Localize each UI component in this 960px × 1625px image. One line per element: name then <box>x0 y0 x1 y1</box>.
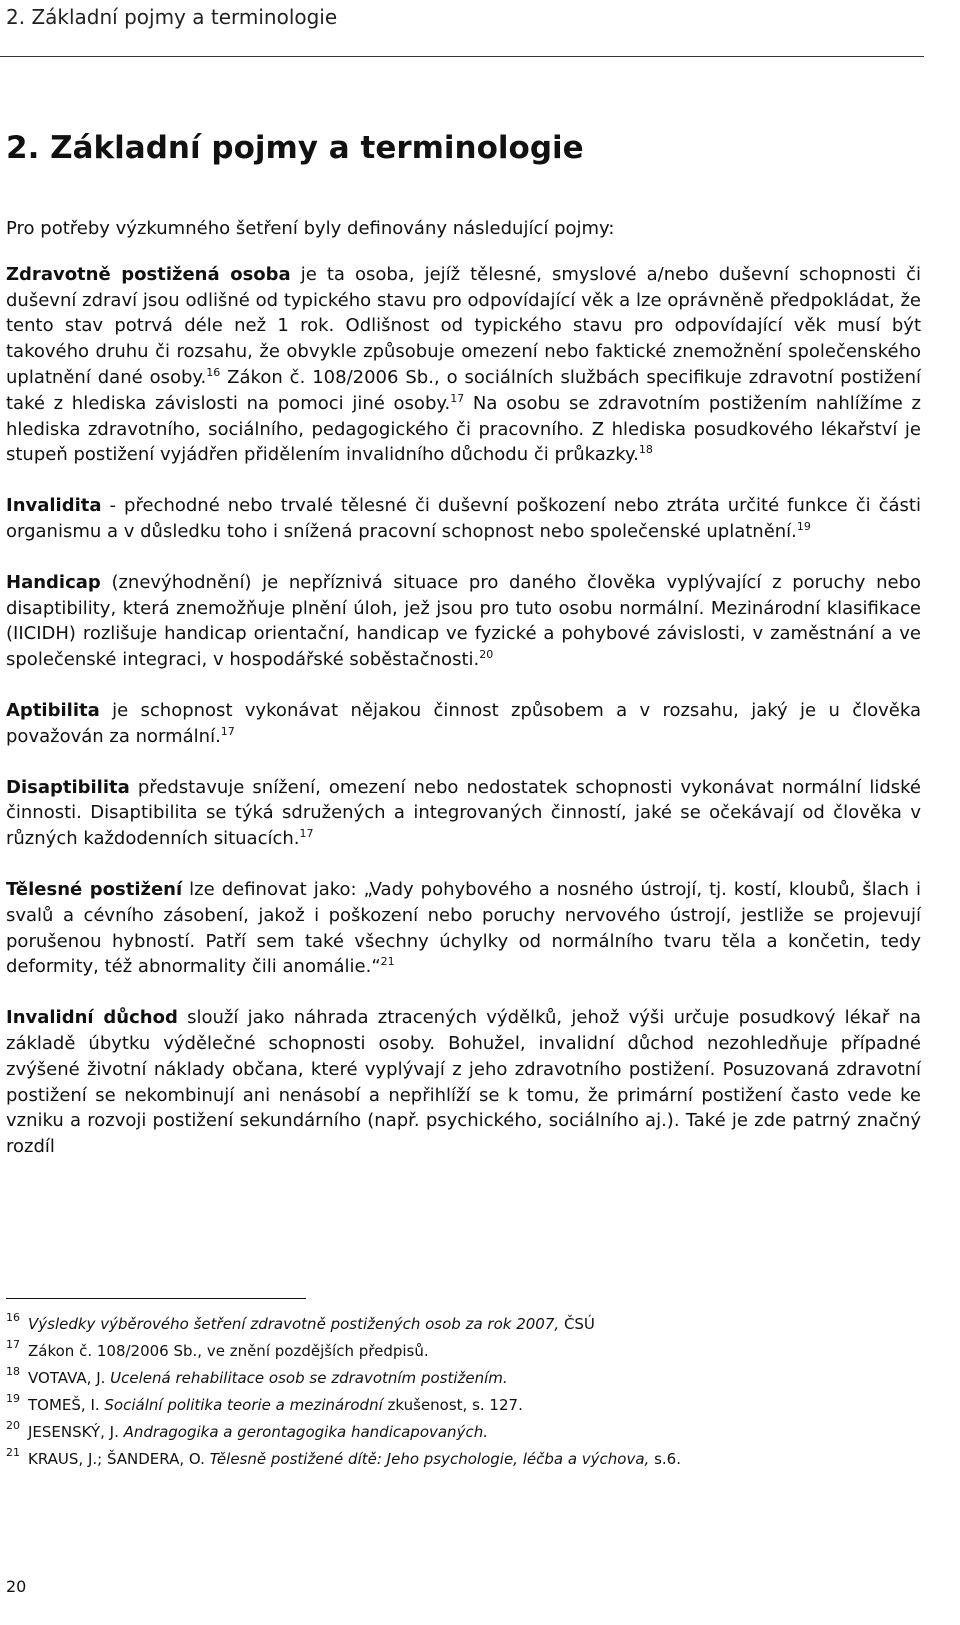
term-invalidita: Invalidita <box>6 495 102 517</box>
page-number: 20 <box>6 1577 27 1596</box>
footnote-ref: 18 <box>638 443 653 457</box>
term-aptibilita: Aptibilita <box>6 699 100 721</box>
term-zdravotne-postizena-osoba: Zdravotně postižená osoba <box>6 263 291 285</box>
paragraph-invalidita <box>6 493 921 545</box>
term-invalidni-duchod: Invalidní důchod <box>6 1007 178 1029</box>
footnote-ref: 19 <box>796 519 811 533</box>
paragraph-text: je ta osoba, jejíž tělesné, smyslové a/nebo duševní schopnosti či duševní zdraví jsou odlišné od typického stavu pro odpovídající věk a lze oprávněně předpokládat, že tento stav potrvá déle než 1 rok. Odlišnost od typického stavu pro odpovídající věk musí být takového druhu či rozsahu, že obvykle způsobuje omezení nebo faktické znemožnění společenského uplatnění dané osoby. <box>6 263 921 388</box>
paragraph-invalidni-duchod <box>6 1005 921 1160</box>
footnote-title: Ucelená rehabilitace osob se zdravotním postižením. <box>110 1369 508 1387</box>
paragraph-aptibilita <box>6 698 921 750</box>
term-handicap: Handicap <box>6 571 101 593</box>
paragraph-text: slouží jako náhrada ztracených výdělků, jehož výši určuje posudkový lékař na základě úbytku výdělečné schopnosti osoby. Bohužel, invalidní důchod nezohledňuje případné zvýšené životní náklady občana, které vyplývají z jeho zdravotního postižení. Posuzovaná zdravotní postižení se nekombinují ani nenásobí a nepřihlíží se k tomu, že primární postižení často vede ke vzniku a rozvoji postižení sekundárního (např. psychického, sociálního aj.). Také je zde patrný značný rozdíl <box>6 1007 921 1158</box>
footnote-number: 16 <box>6 1311 20 1324</box>
footnote-number: 21 <box>6 1446 20 1459</box>
footnote-text: Zákon č. 108/2006 Sb., ve znění pozdějších předpisů. <box>28 1342 429 1360</box>
footnotes <box>6 1311 921 1473</box>
term-telesne-postizeni: Tělesné postižení <box>6 878 183 900</box>
footnote-20 <box>6 1419 921 1446</box>
paragraph-text: je schopnost vykonávat nějakou činnost způsobem a v rozsahu, jaký je u člověka považován za normální. <box>6 699 921 747</box>
footnote-title: Andragogika a gerontagogika handicapovaných. <box>123 1423 488 1441</box>
intro-paragraph: Pro potřeby výzkumného šetření byly definovány následující pojmy: <box>6 218 615 239</box>
paragraph-text: představuje snížení, omezení nebo nedostatek schopnosti vykonávat normální lidské činnosti. Disaptibilita se týká sdružených a integrovaných činností, jaké se očekávají od člověka v různých každodenních situacích. <box>6 776 921 850</box>
footnote-number: 17 <box>6 1338 20 1351</box>
footnote-author: KRAUS, J.; ŠANDERA, O. <box>28 1450 210 1468</box>
page-title: 2. Základní pojmy a terminologie <box>6 130 584 166</box>
footnote-author: TOMEŠ, I. <box>28 1396 105 1414</box>
paragraph-disaptibilita <box>6 775 921 852</box>
footnote-ref: 17 <box>220 724 235 738</box>
footnote-ref: 17 <box>450 391 465 405</box>
paragraph-text: - přechodné nebo trvalé tělesné či duševní poškození nebo ztráta určité funkce či části organismu a v důsledku toho i snížená pracovní schopnost nebo společenské uplatnění. <box>6 495 921 542</box>
footnote-ref: 16 <box>206 365 221 379</box>
paragraph-telesne-postizeni <box>6 877 921 980</box>
paragraph-handicap <box>6 570 921 673</box>
footnote-separator <box>6 1298 306 1299</box>
footnote-author: JESENSKÝ, J. <box>28 1423 124 1441</box>
body-text <box>6 216 921 1185</box>
footnote-text: zkušenost, s. 127. <box>382 1396 523 1414</box>
header-rule <box>0 56 924 57</box>
footnote-19 <box>6 1392 921 1419</box>
paragraph-text: lze definovat jako: „Vady pohybového a nosného ústrojí, tj. kostí, kloubů, šlach i svalů a cévního zásobení, jakož i poškození nebo poruchy nervového ústrojí, jestliže se projevují porušenou hybností. Patří sem také všechny úchylky od normálního tvaru těla a končetin, tedy deformity, též abnormality čili anomálie.“ <box>6 878 921 978</box>
footnote-author: VOTAVA, J. <box>28 1369 111 1387</box>
running-header: 2. Základní pojmy a terminologie <box>6 5 338 29</box>
footnote-number: 18 <box>6 1365 20 1378</box>
footnote-17 <box>6 1338 921 1365</box>
paragraph-text: (znevýhodnění) je nepříznivá situace pro daného člověka vyplývající z poruchy nebo disaptibility, která znemožňuje plnění úloh, jež jsou pro tuto osobu normální. Mezinárodní klasifikace (IICIDH) rozlišuje handicap orientační, handicap ve fyzické a pohybové závislosti, v zaměstnání a ve společenské integraci, v hospodářské soběstačnosti. <box>6 571 921 671</box>
footnote-text: s.6. <box>649 1450 681 1468</box>
paragraph-text: Na osobu se zdravotním postižením nahlížíme z hlediska zdravotního, sociálního, pedagogického či pracovního. Z hlediska posudkového lékařství je stupeň postižení vyjádřen přidělením invalidního důchodu či průkazky. <box>6 392 921 466</box>
footnote-ref: 17 <box>299 827 314 841</box>
footnote-18 <box>6 1365 921 1392</box>
paragraph-text: Zákon č. 108/2006 Sb., o sociálních službách specifikuje zdravotní postižení také z hlediska závislosti na pomoci jiné osoby. <box>6 366 921 414</box>
footnote-ref: 20 <box>479 648 494 662</box>
footnote-text: ČSÚ <box>559 1315 595 1333</box>
term-disaptibilita: Disaptibilita <box>6 776 130 798</box>
footnote-21 <box>6 1446 921 1473</box>
footnote-title: Výsledky výběrového šetření zdravotně postižených osob za rok 2007, <box>28 1315 560 1333</box>
footnote-16 <box>6 1311 921 1338</box>
footnote-ref: 21 <box>380 955 395 969</box>
footnote-number: 20 <box>6 1419 20 1432</box>
paragraph-zdravotne-postizena-osoba <box>6 262 921 468</box>
footnote-title: Tělesně postižené dítě: Jeho psychologie, léčba a výchova, <box>209 1450 650 1468</box>
footnote-title: Sociální politika teorie a mezinárodní <box>104 1396 383 1414</box>
footnote-number: 19 <box>6 1392 20 1405</box>
